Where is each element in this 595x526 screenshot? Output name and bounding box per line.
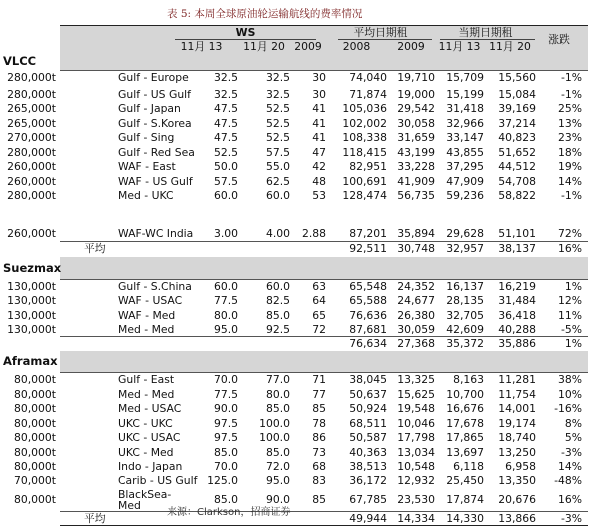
section-header-suezmax [3,257,588,279]
average-cell: 1% [564,337,582,350]
table-cell: 12,932 [397,474,435,487]
table-cell: -1% [560,71,582,84]
table-row [7,101,588,116]
table-row [7,308,588,323]
table-row [7,116,588,131]
table-cell: 85.0 [265,309,290,322]
table-cell: 37,295 [446,160,484,173]
table-cell: 26,380 [397,309,435,322]
table-cell: 260,000t [7,226,56,240]
table-cell: 57.5 [265,146,290,159]
table-cell: 52.5 [265,117,290,130]
table-cell: Indo - Japan [118,460,183,473]
table-cell: 32.5 [265,88,290,101]
table-cell: 48 [312,175,326,188]
table-cell: 10% [558,388,582,401]
table-cell: -1% [560,88,582,101]
table-cell: 85 [312,493,326,506]
table-row [13,445,588,460]
table-cell: Gulf - Europe [118,71,189,84]
table-cell: 13% [558,117,582,130]
table-cell: 40,363 [349,446,387,459]
table-cell: 11,281 [498,373,536,386]
table-cell: 4.00 [265,226,290,240]
table-cell: 77.5 [213,388,238,401]
table-cell: 64 [312,294,326,307]
table-cell: 80,000t [13,373,56,386]
rule-line [60,25,588,26]
annual-tce-group-header: 平均日期租 [353,25,408,39]
table-cell: Gulf - S.China [118,280,192,293]
table-cell: 77.5 [213,294,238,307]
table-cell: 40,288 [498,323,536,336]
table-cell: 17,874 [446,493,484,506]
average-cell: 38,137 [498,242,536,255]
table-cell: 265,000t [7,117,56,130]
table-cell: 76,636 [349,309,387,322]
table-cell: 29,542 [397,102,435,115]
table-cell: 39,169 [498,102,536,115]
table-cell: 260,000t [7,175,56,188]
table-cell: 37,214 [498,117,536,130]
table-cell: 86 [312,431,326,444]
table-cell: UKC - USAC [118,431,181,444]
table-cell: 31,484 [498,294,536,307]
table-row [7,159,588,174]
table-cell: 52.5 [213,146,238,159]
table-cell: 70.0 [213,460,238,473]
table-cell: Gulf - Japan [118,102,181,115]
table-cell: 33,147 [446,131,484,144]
table-cell: 23% [558,131,582,144]
table-cell: 13,350 [498,474,536,487]
table-cell: Med - UKC [118,189,174,202]
table-cell: 47.5 [213,131,238,144]
table-cell: Gulf - Red Sea [118,146,195,159]
table-cell: 24,677 [397,294,435,307]
table-cell: 71 [312,373,326,386]
table-cell: 17,865 [446,431,484,444]
table-cell: 31,418 [446,102,484,115]
table-cell: 85.0 [265,402,290,415]
table-cell: 30 [312,88,326,101]
rule-line [440,39,535,40]
table-cell: 15,199 [446,88,484,101]
table-cell: 280,000t [7,88,56,101]
table-cell: 73 [312,446,326,459]
table-cell: 118,415 [342,146,387,159]
table-cell: -16% [554,402,582,415]
table-cell: 30,058 [397,117,435,130]
table-cell: 19,000 [397,88,435,101]
table-cell: 41 [312,102,326,115]
table-cell: WAF - East [118,160,176,173]
column-header: 11月 13 [438,39,481,53]
table-cell: 11% [558,309,582,322]
table-cell: 270,000t [7,131,56,144]
table-cell: 50,637 [349,388,387,401]
table-cell: 60.0 [265,189,290,202]
table-cell: 14% [558,460,582,473]
table-cell: 5% [564,431,582,444]
table-cell: WAF - USAC [118,294,183,307]
table-cell: 32,705 [446,309,484,322]
table-row [7,145,588,160]
table-cell: 40,823 [498,131,536,144]
table-cell: 15,625 [397,388,435,401]
ws-group-header: WS [235,25,256,39]
table-cell: 47.5 [213,102,238,115]
table-cell: 10,700 [446,388,484,401]
column-header: 11月 20 [243,39,285,53]
table-cell: 58,822 [498,189,536,202]
table-cell: 72% [558,226,582,240]
average-cell: -3% [560,512,582,525]
table-cell: 32.5 [213,71,238,84]
table-cell: 15,084 [498,88,536,101]
table-cell: 78 [312,417,326,430]
table-cell: 16,137 [446,280,484,293]
column-header: 11月 13 [180,39,223,53]
table-cell: 65,548 [349,280,387,293]
table-cell: 68 [312,460,326,473]
table-cell: 12% [558,294,582,307]
table-row [13,487,588,512]
table-cell: 130,000t [7,294,56,307]
table-cell: 80,000t [13,493,56,506]
table-cell: 32.5 [265,71,290,84]
table-cell: 19,174 [498,417,536,430]
table-cell: 43,855 [446,146,484,159]
column-header: 2009 [397,39,425,53]
average-cell: 32,957 [446,242,484,255]
table-cell: 20,676 [498,493,536,506]
change-header: 涨跌 [548,32,570,46]
table-cell: 72.0 [265,460,290,473]
table-cell: 50,924 [349,402,387,415]
table-cell: 38,045 [349,373,387,386]
table-cell: 70.0 [213,373,238,386]
table-cell: WAF-WC India [118,226,194,240]
rule-line [175,39,316,40]
table-cell: 52.5 [265,102,290,115]
table-cell: 80,000t [13,417,56,430]
table-cell: BlackSea-Med [118,487,172,512]
average-cell: 92,511 [349,242,387,255]
table-row [13,430,588,445]
table-cell: 8% [564,417,582,430]
table-cell: Carib - US Gulf [118,474,198,487]
table-cell: 47 [312,146,326,159]
average-cell: 35,886 [498,337,536,350]
average-row [60,336,588,351]
table-cell: 95.0 [213,323,238,336]
table-row [13,473,588,488]
table-cell: 68,511 [349,417,387,430]
table-cell: 18% [558,146,582,159]
table-cell: 70,000t [13,474,56,487]
table-cell: 97.5 [213,431,238,444]
table-cell: 87,681 [349,323,387,336]
table-cell: 128,474 [342,189,387,202]
table-cell: 41 [312,117,326,130]
table-cell: 108,338 [342,131,387,144]
section-title: Aframax [3,354,58,368]
table-cell: 105,036 [342,102,387,115]
table-cell: 18,740 [498,431,536,444]
table-cell: 13,034 [397,446,435,459]
table-cell: 80,000t [13,388,56,401]
table-cell: 16,676 [446,402,484,415]
section-title: Suezmax [3,260,62,275]
table-cell: 15,709 [446,71,484,84]
table-cell: 85.0 [265,446,290,459]
table-title: 表 5: 本周全球原油轮运输航线的费率情况 [167,8,363,20]
table-cell: 265,000t [7,102,56,115]
table-cell: Gulf - East [118,373,175,386]
section-header-aframax [3,351,588,372]
table-cell: 80,000t [13,446,56,459]
table-cell: 51,101 [498,226,536,240]
source-note: 来源：Clarkson，招商证券 [167,507,291,518]
table-cell: 80,000t [13,431,56,444]
table-cell: UKC - UKC [118,417,173,430]
table-cell: 47,909 [446,175,484,188]
table-cell: 90.0 [213,402,238,415]
table-cell: 80,000t [13,460,56,473]
table-cell: Med - Med [118,388,175,401]
table-cell: 280,000t [7,189,56,202]
table-cell: Med - USAC [118,402,182,415]
table-cell: 42,609 [446,323,484,336]
table-cell: 17,798 [397,431,435,444]
table-cell: 100.0 [259,417,290,430]
table-cell: 83 [312,474,326,487]
table-cell: UKC - Med [118,446,174,459]
table-cell: 11,754 [498,388,536,401]
average-label: 平均 [84,242,106,255]
table-cell: 47.5 [213,117,238,130]
average-cell: 49,944 [349,512,387,525]
table-row [7,130,588,145]
rule-line [338,39,432,40]
table-row [13,459,588,474]
rule-line [60,336,588,337]
table-cell: 77.0 [265,373,290,386]
table-cell: 130,000t [7,309,56,322]
table-cell: 50.0 [213,160,238,173]
table-row [7,87,588,102]
table-cell: 3.00 [213,226,238,240]
table-cell: 2.88 [301,226,326,240]
average-cell: 27,368 [397,337,435,350]
average-cell: 76,634 [349,337,387,350]
table-cell: 65,588 [349,294,387,307]
table-cell: 30,059 [397,323,435,336]
table-cell: 130,000t [7,280,56,293]
table-cell: 87,201 [349,226,387,240]
table-cell: 19,710 [397,71,435,84]
table-cell: 57.5 [213,175,238,188]
table-cell: 280,000t [7,146,56,159]
table-cell: 100,691 [342,175,387,188]
table-cell: Med - Med [118,323,175,336]
table-cell: 80,000t [13,402,56,415]
column-header: 2008 [342,39,371,53]
table-cell: 14,001 [498,402,536,415]
table-cell: 82,951 [349,160,387,173]
table-cell: 8,163 [453,373,484,386]
average-label: 平均 [84,512,106,525]
rule-line [60,511,588,512]
table-cell: 13,325 [397,373,435,386]
table-cell: -3% [560,446,582,459]
table-cell: 56,735 [397,189,435,202]
table-cell: 25,450 [446,474,484,487]
table-cell: 90.0 [265,493,290,506]
table-cell: 25% [558,102,582,115]
table-cell: 97.5 [213,417,238,430]
table-cell: 17,678 [446,417,484,430]
table-cell: 92.5 [265,323,290,336]
table-cell: Gulf - US Gulf [118,88,191,101]
average-cell: 14,330 [446,512,484,525]
table-cell: 16% [558,493,582,506]
table-row [7,174,588,189]
table-row [7,293,588,308]
table-cell: 80.0 [213,309,238,322]
table-cell: 38% [558,373,582,386]
table-cell: 36,172 [349,474,387,487]
table-cell: 10,548 [397,460,435,473]
table-cell: 51,652 [498,146,536,159]
average-row [60,241,588,256]
section-header-vlcc [3,53,588,70]
table-cell: 16,219 [498,280,536,293]
average-cell: 14,334 [397,512,435,525]
table-cell: 44,512 [498,160,536,173]
table-cell: 15,560 [498,71,536,84]
table-cell: -1% [560,189,582,202]
table-cell: 42 [312,160,326,173]
table-row [7,188,588,203]
table-cell: 13,697 [446,446,484,459]
average-row [60,511,588,526]
table-cell: 60.0 [213,189,238,202]
table-cell: Gulf - Sing [118,131,175,144]
table-cell: 6,958 [505,460,536,473]
table-cell: 280,000t [7,71,56,84]
table-cell: 67,785 [349,493,387,506]
table-row [13,387,588,402]
table-cell: 59,236 [446,189,484,202]
table-cell: 74,040 [349,71,387,84]
table-cell: 62.5 [265,175,290,188]
average-cell: 13,866 [498,512,536,525]
table-cell: 28,135 [446,294,484,307]
table-cell: 71,874 [349,88,387,101]
average-cell: 16% [558,242,582,255]
section-title: VLCC [3,54,37,68]
average-label [84,336,131,351]
table-row [7,322,588,337]
column-header: 2009 [294,39,322,53]
table-cell: 52.5 [265,131,290,144]
table-cell: 14% [558,175,582,188]
table-cell: 32,966 [446,117,484,130]
table-cell: 53 [312,189,326,202]
table-cell: 23,530 [397,493,435,506]
table-cell: WAF - Med [118,309,176,322]
table-cell: 31,659 [397,131,435,144]
table-cell: 35,894 [397,226,435,240]
table-row [13,401,588,416]
table-cell: 77 [312,388,326,401]
table-cell: 10,046 [397,417,435,430]
table-cell: 125.0 [207,474,238,487]
table-cell: 1% [564,280,582,293]
table-cell: 80.0 [265,388,290,401]
table-cell: 38,513 [349,460,387,473]
table-cell: 6,118 [453,460,484,473]
table-cell: 19,548 [397,402,435,415]
table-cell: 85 [312,402,326,415]
table-row [7,70,588,85]
table-cell: 41,909 [397,175,435,188]
table-cell: Gulf - S.Korea [118,117,192,130]
table-cell: 60.0 [265,280,290,293]
table-cell: 65 [312,309,326,322]
table-cell: 29,628 [446,226,484,240]
table-cell: 19% [558,160,582,173]
table-cell: 85.0 [213,446,238,459]
table-cell: 72 [312,323,326,336]
rule-line [60,241,588,242]
table-cell: WAF - US Gulf [118,175,193,188]
current-tce-group-header: 当期日期租 [458,25,513,39]
table-cell: 24,352 [397,280,435,293]
average-cell: 35,372 [446,337,484,350]
table-row [13,416,588,431]
table-cell: 130,000t [7,323,56,336]
table-cell: 32.5 [213,88,238,101]
table-cell: 55.0 [265,160,290,173]
table-cell: 82.5 [265,294,290,307]
table-cell: 43,199 [397,146,435,159]
table-cell: 102,002 [342,117,387,130]
table-cell: -5% [560,323,582,336]
column-header: 11月 20 [489,39,531,53]
average-cell: 30,748 [397,242,435,255]
table-cell: 36,418 [498,309,536,322]
table-cell: 50,587 [349,431,387,444]
table-cell: 54,708 [498,175,536,188]
table-cell: 60.0 [213,280,238,293]
table-cell: 30 [312,71,326,84]
table-cell: 13,250 [498,446,536,459]
table-cell: 41 [312,131,326,144]
table-cell: 95.0 [265,474,290,487]
table-cell: 100.0 [259,431,290,444]
table-cell: 85.0 [213,493,238,506]
table-cell: 260,000t [7,160,56,173]
table-row [7,279,588,294]
table-cell: -48% [554,474,582,487]
table-row [13,372,588,387]
table-cell: 63 [312,280,326,293]
table-cell: 33,228 [397,160,435,173]
